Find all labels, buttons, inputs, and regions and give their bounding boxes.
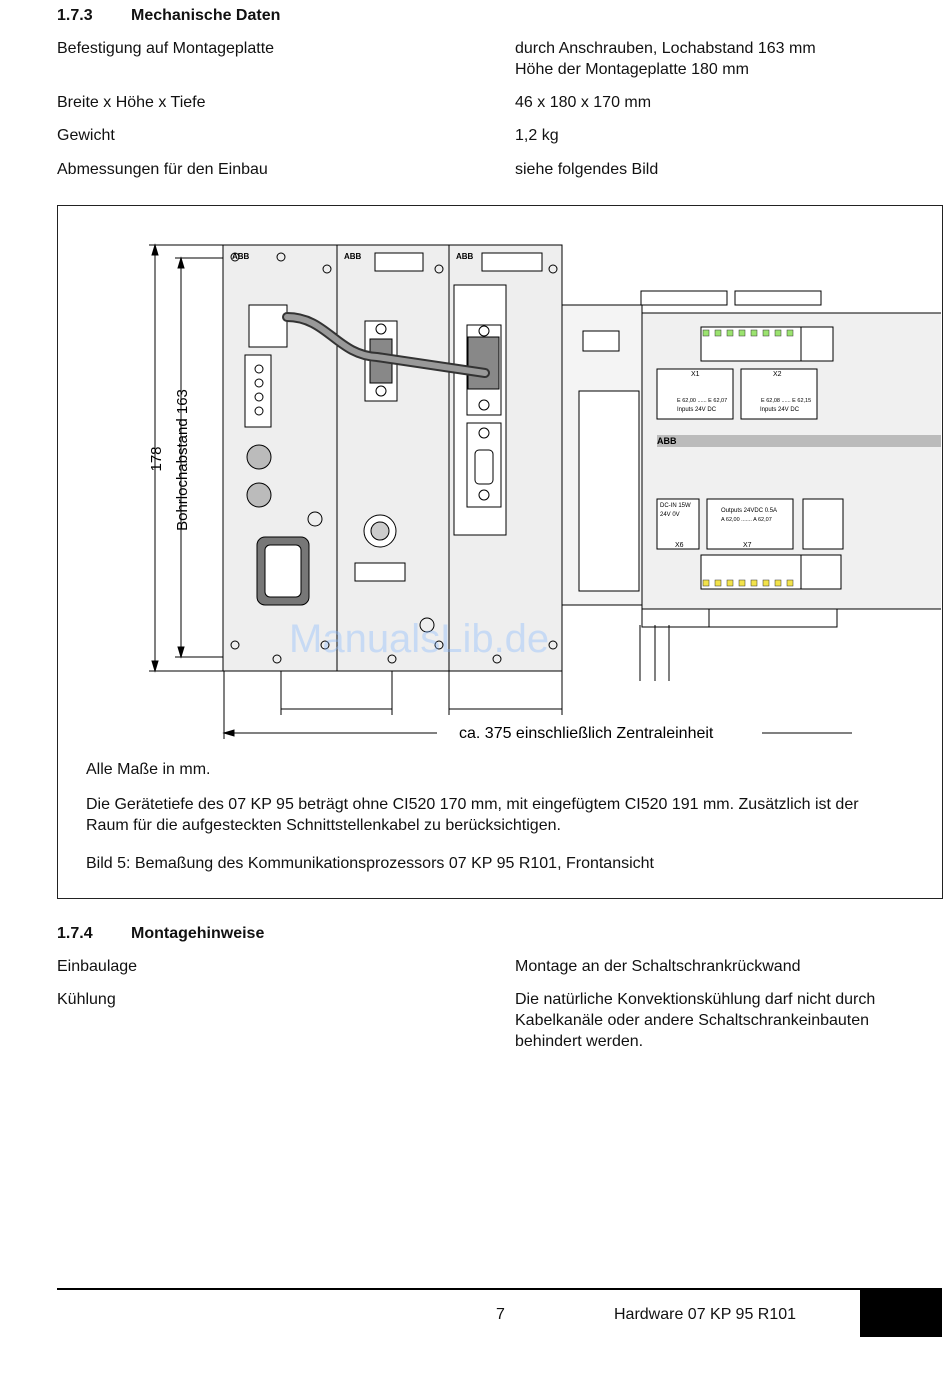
outputs-label: Outputs 24VDC 0.5A xyxy=(721,508,778,514)
section-number-173: 1.7.3 xyxy=(57,7,93,24)
inputs-label-1: Inputs 24V DC xyxy=(677,407,717,413)
figure-note-depth: Die Gerätetiefe des 07 KP 95 beträgt ohne CI520 170 mm, mit eingefügtem CI520 191 mm. Zusätzlich ist der xyxy=(86,796,859,813)
brand-logo-1: ABB xyxy=(232,252,250,261)
row-label-installation: Abmessungen für den Einbau xyxy=(57,161,268,178)
figure-note-units: Alle Maße in mm. xyxy=(86,761,211,778)
brand-logo-3: ABB xyxy=(456,252,474,261)
dc-in-voltage: 24V 0V xyxy=(660,512,680,518)
figure-note-depth-2: Raum für die aufgesteckten Schnittstellenkabel zu berücksichtigen. xyxy=(86,817,561,834)
row-value-cooling: Die natürliche Konvektionskühlung darf nicht durch xyxy=(515,991,876,1008)
row-value-weight: 1,2 kg xyxy=(515,127,559,144)
row-label-orientation: Einbaulage xyxy=(57,958,138,975)
terminal-label-x7: X7 xyxy=(743,542,752,549)
range-label-e62-08: E 62,08 ...... E 62,15 xyxy=(761,398,812,404)
row-label-dimensions: Breite x Höhe x Tiefe xyxy=(57,94,206,111)
row-label-weight: Gewicht xyxy=(57,127,115,144)
range-label-e62-00: E 62,00 ...... E 62,07 xyxy=(677,398,728,404)
page-number: 7 xyxy=(496,1306,505,1323)
row-label-mounting: Befestigung auf Montageplatte xyxy=(57,40,275,57)
mounting-dimension-drawing xyxy=(57,205,941,745)
dc-in-label: DC-IN 15W xyxy=(660,503,691,509)
row-value-installation: siehe folgendes Bild xyxy=(515,161,659,178)
module-2 xyxy=(337,245,449,671)
figure-caption: Bild 5: Bemaßung des Kommunikationsprozessors 07 KP 95 R101, Frontansicht xyxy=(86,855,654,872)
range-label-a62: A 62,00 ....... A 62,07 xyxy=(721,517,772,523)
row-value-mounting: durch Anschrauben, Lochabstand 163 mm xyxy=(515,40,816,57)
dimension-label-163: Bohrlochabstand 163 xyxy=(174,389,191,531)
terminal-label-x2: X2 xyxy=(773,371,782,378)
row-value-orientation: Montage an der Schaltschrankrückwand xyxy=(515,958,801,975)
inputs-label-2: Inputs 24V DC xyxy=(760,407,800,413)
section-title-173: Mechanische Daten xyxy=(131,7,281,24)
brand-logo-cpu: ABB xyxy=(657,436,677,446)
brand-logo-2: ABB xyxy=(344,252,362,261)
dimension-label-375: ca. 375 einschließlich Zentraleinheit xyxy=(459,725,714,742)
row-value-cooling-3: behindert werden. xyxy=(515,1033,644,1050)
footer-rule xyxy=(57,1288,942,1290)
row-value-cooling-2: Kabelkanäle oder andere Schaltschrankeinbauten xyxy=(515,1012,870,1029)
watermark: ManualsLib.de xyxy=(289,617,550,661)
row-label-cooling: Kühlung xyxy=(57,991,116,1008)
terminal-label-x6: X6 xyxy=(675,542,684,549)
footer-document-title: Hardware 07 KP 95 R101 xyxy=(614,1306,797,1323)
dimension-label-178: 178 xyxy=(148,446,165,472)
section-title-174: Montagehinweise xyxy=(131,925,265,942)
row-value-dimensions: 46 x 180 x 170 mm xyxy=(515,94,652,111)
row-value-mounting-2: Höhe der Montageplatte 180 mm xyxy=(515,61,749,78)
terminal-label-x1: X1 xyxy=(691,371,700,378)
footer-black-tab xyxy=(860,1289,942,1337)
section-number-174: 1.7.4 xyxy=(57,925,93,942)
